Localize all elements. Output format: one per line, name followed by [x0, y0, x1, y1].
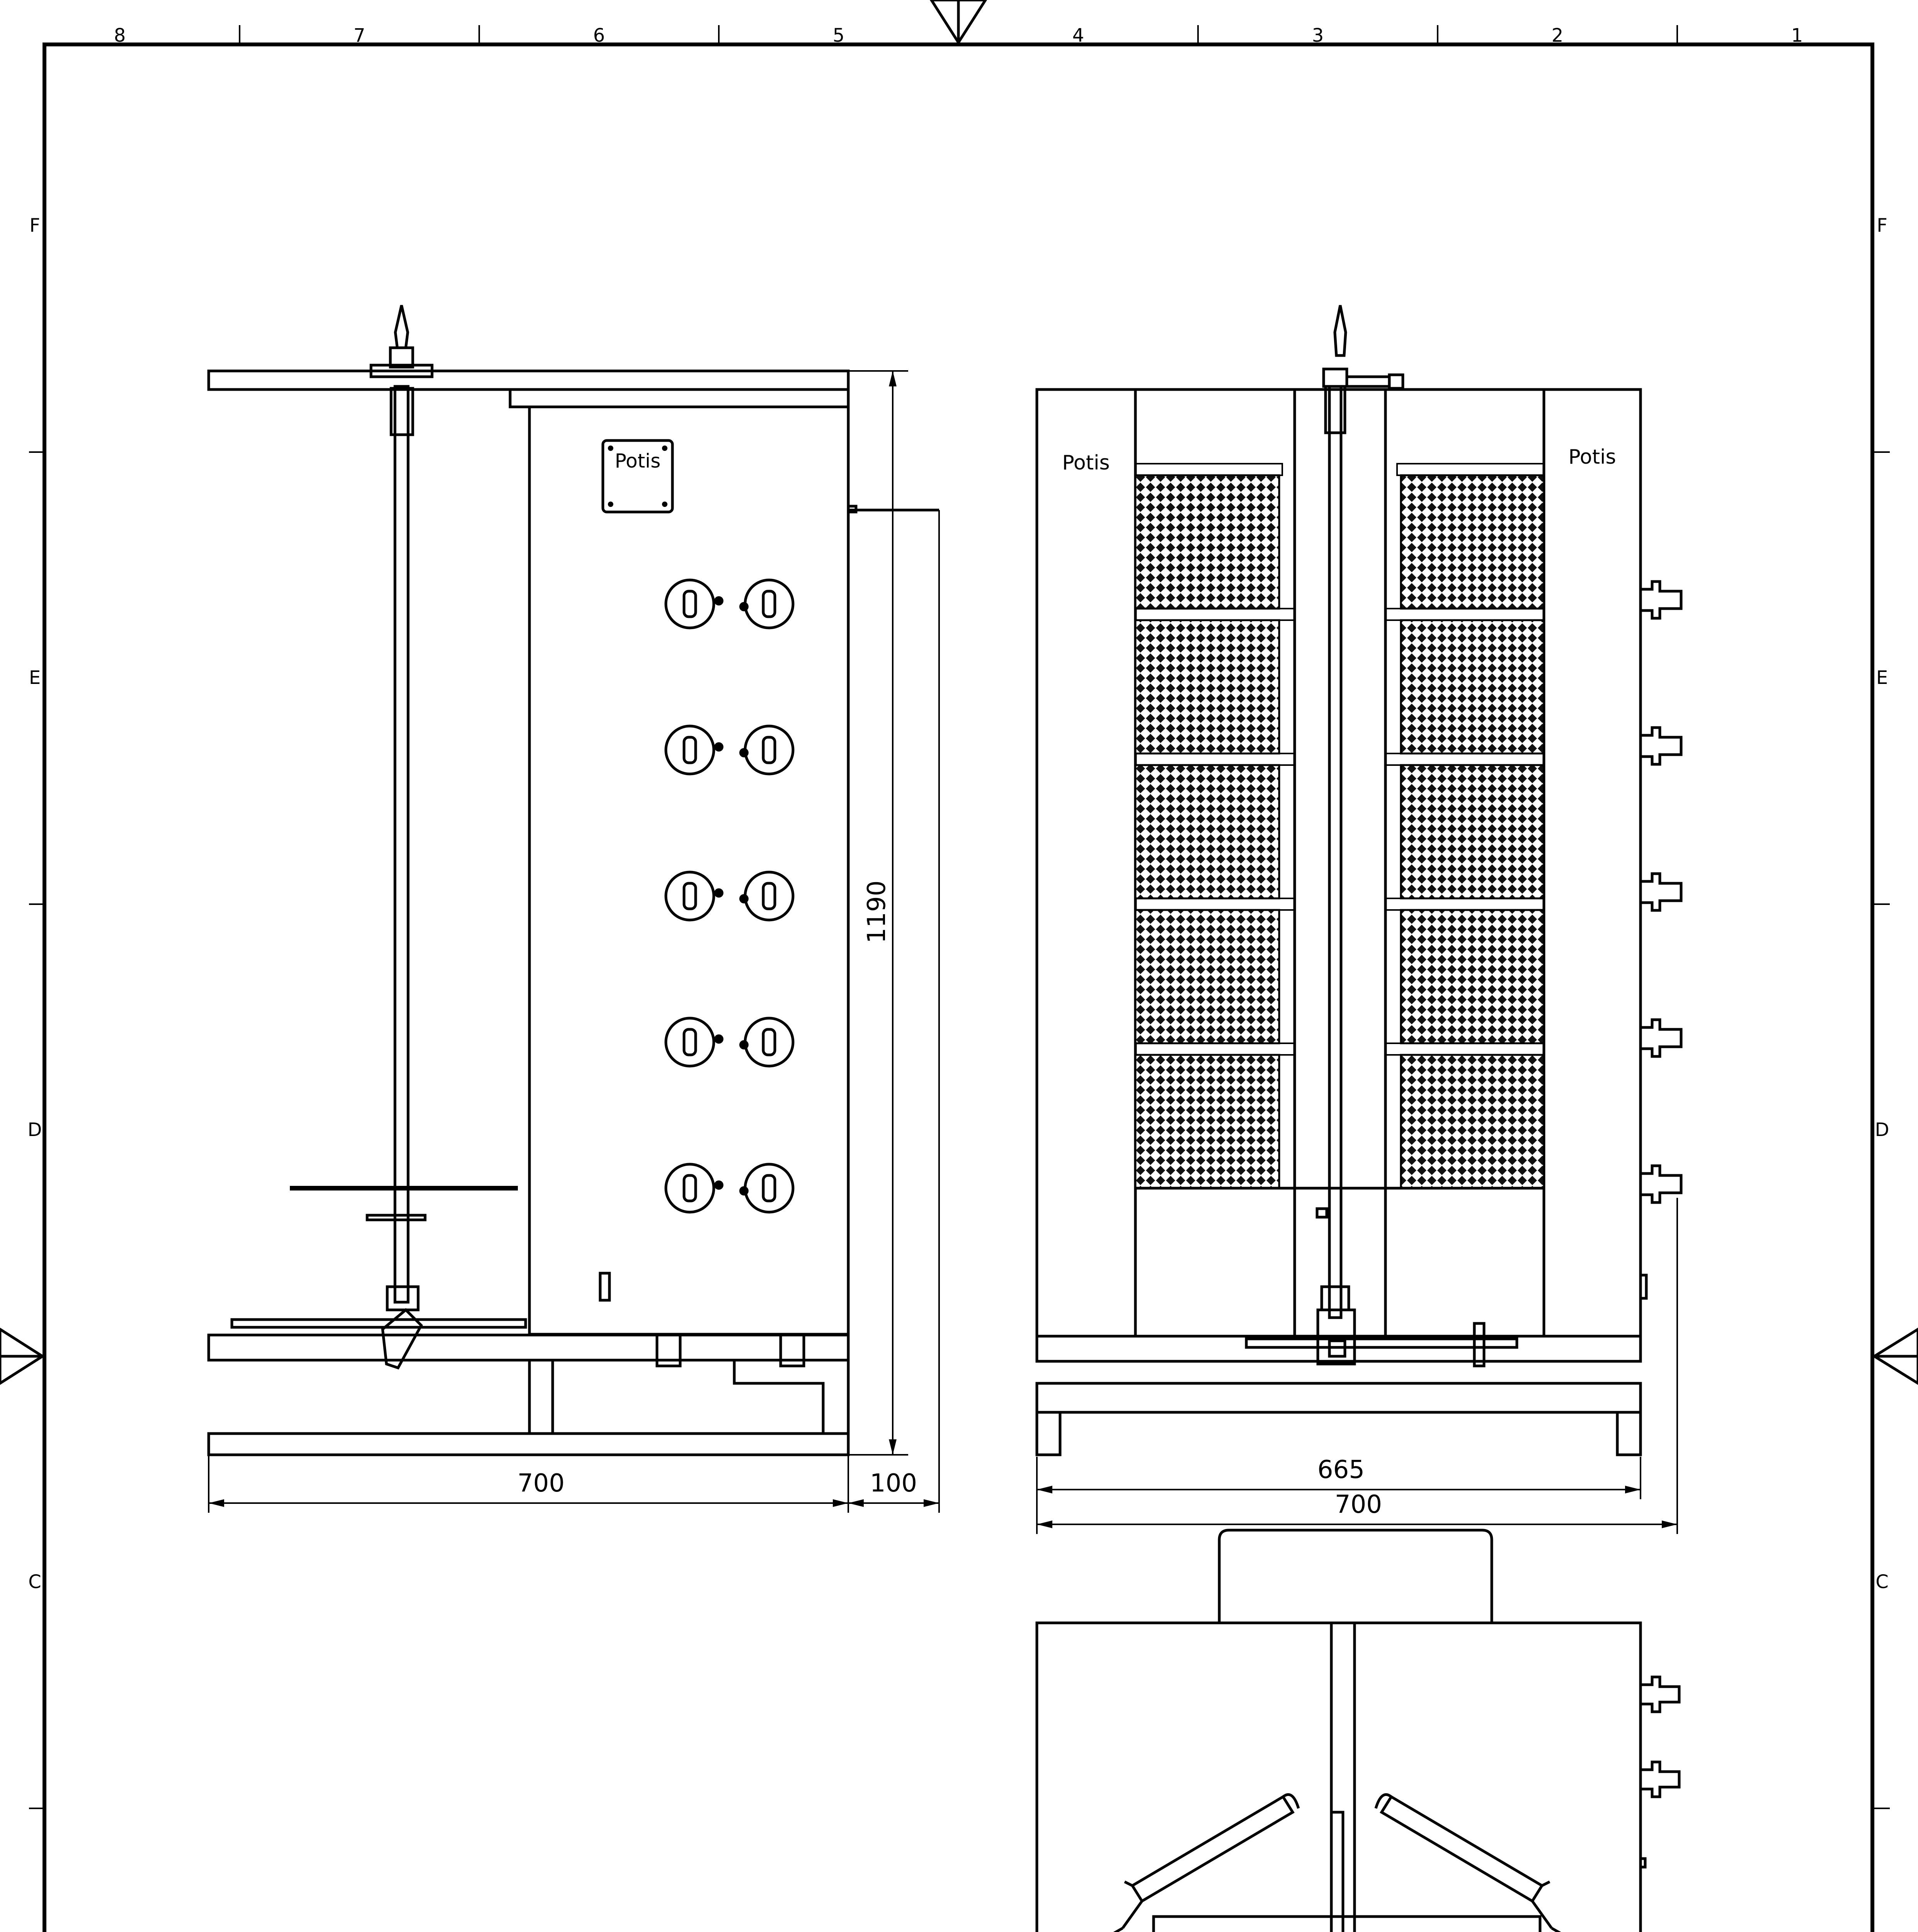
row-label-right-F: F [1877, 215, 1887, 236]
col-label-top-1: 1 [1791, 25, 1803, 46]
row-label-left-D: D [27, 1119, 42, 1141]
col-label-top-8: 8 [114, 25, 126, 46]
col-label-top-2: 2 [1551, 25, 1564, 46]
side-dim-width: 700 [517, 1469, 565, 1498]
front-potis-right: Potis [1568, 446, 1616, 469]
col-label-top-3: 3 [1312, 25, 1324, 46]
col-label-top-4: 4 [1072, 25, 1084, 46]
front-dim-outer: 700 [1334, 1490, 1382, 1519]
front-view [1037, 305, 1681, 1534]
row-label-left-E: E [29, 667, 41, 689]
top-view [1037, 1530, 1679, 1932]
side-dim-height: 1190 [863, 880, 891, 944]
row-label-right-D: D [1875, 1119, 1889, 1141]
row-label-left-C: C [28, 1571, 41, 1593]
col-label-top-6: 6 [593, 25, 605, 46]
row-label-right-E: E [1876, 667, 1888, 689]
front-dim-inner: 665 [1317, 1456, 1365, 1484]
front-potis-left: Potis [1062, 451, 1110, 474]
side-potis-label: Potis [614, 450, 661, 472]
side-view [209, 305, 939, 1513]
burner-grids-left [1135, 475, 1279, 1188]
row-label-right-C: C [1875, 1571, 1889, 1593]
burner-grids-right [1401, 475, 1544, 1188]
col-label-top-5: 5 [832, 25, 845, 46]
row-label-left-F: F [29, 215, 40, 236]
col-label-top-7: 7 [353, 25, 366, 46]
side-knobs [666, 580, 793, 1212]
side-dim-offset: 100 [870, 1469, 917, 1498]
front-knobs [1641, 582, 1681, 1202]
